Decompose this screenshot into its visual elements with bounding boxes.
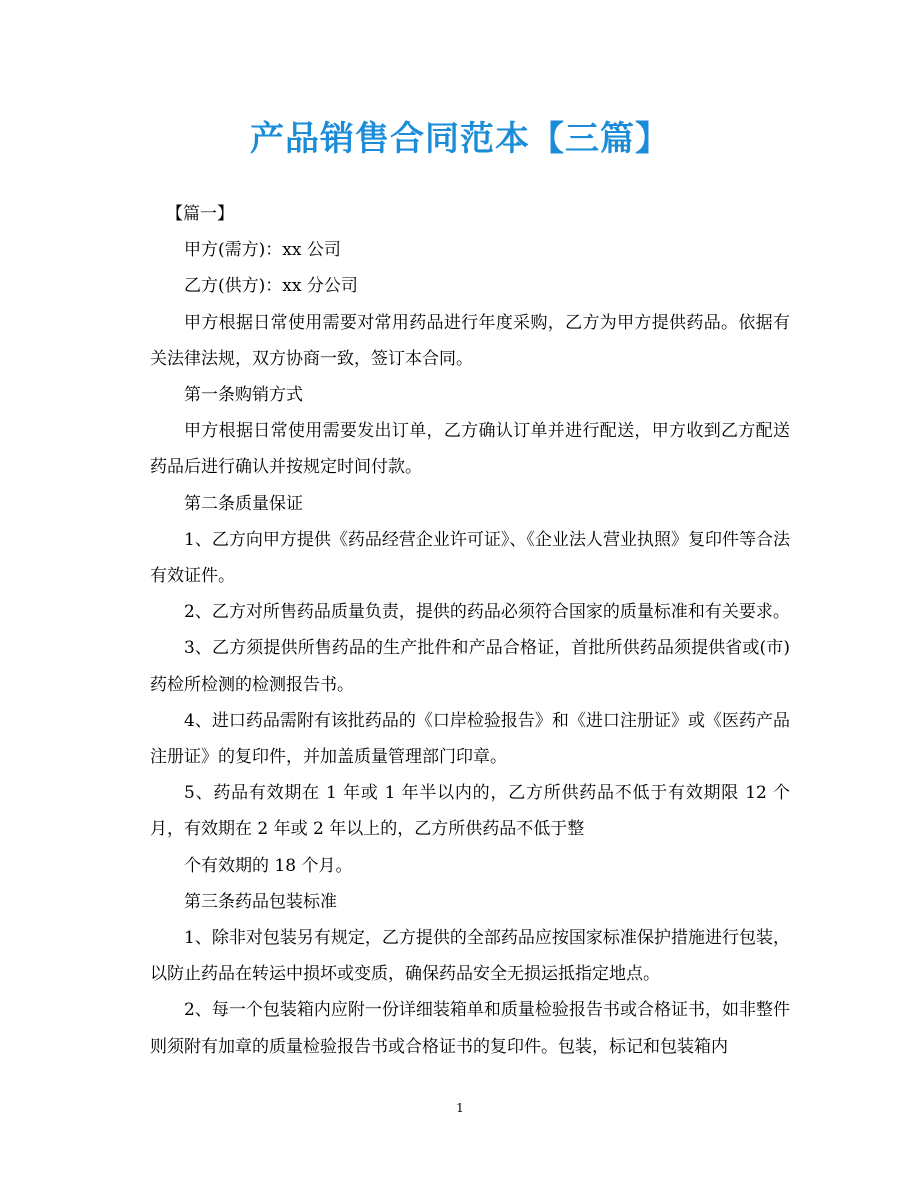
article-1-heading: 第一条购销方式 xyxy=(184,385,303,406)
article-3-clause-1: 1、除非对包装另有规定，乙方提供的全部药品应按国家标准保护措施进行包装，以防止药品在转运中损坏或变质，确保药品安全无损运抵指定地点。 xyxy=(150,928,790,985)
article-2-clause-1: 1、乙方向甲方提供《药品经营企业许可证》、《企业法人营业执照》复印件等合法有效证件。 xyxy=(150,529,790,587)
article-2-clause-2: 2、乙方对所售药品质量负责，提供的药品必须符合国家的质量标准和有关要求。 xyxy=(184,602,790,623)
section-heading-part-one: 【篇一】 xyxy=(166,204,234,224)
party-a-line: 甲方(需方)：xx 公司 xyxy=(184,240,341,261)
article-3-clause-2: 2、每一个包装箱内应附一份详细装箱单和质量检验报告书或合格证书，如非整件则须附有加章的质量检验报告书或合格证书的复印件。包装，标记和包装箱内 xyxy=(150,1000,790,1057)
article-2-clause-5: 5、药品有效期在 1 年或 1 年半以内的，乙方所供药品不低于有效期限 12 个月，有效期在 2 年或 2 年以上的，乙方所供药品不低于整 xyxy=(150,783,790,840)
article-2-clause-3: 3、乙方须提供所售药品的生产批件和产品合格证，首批所供药品须提供省或(市)药检所检测的检测报告书。 xyxy=(150,638,790,695)
preamble-paragraph: 甲方根据日常使用需要对常用药品进行年度采购，乙方为甲方提供药品。依据有关法律法规，双方协商一致，签订本合同。 xyxy=(150,312,790,369)
document-body xyxy=(150,196,790,1065)
page-number: 1 xyxy=(456,1101,464,1115)
document-title: 产品销售合同范本【三篇】 xyxy=(250,119,670,159)
party-b-line: 乙方(供方)：xx 分公司 xyxy=(184,276,358,297)
article-2-heading: 第二条质量保证 xyxy=(184,493,303,514)
article-3-heading: 第三条药品包装标准 xyxy=(184,891,337,912)
article-2-clause-4: 4、进口药品需附有该批药品的《口岸检验报告》和《进口注册证》或《医药产品注册证》的复印件，并加盖质量管理部门印章。 xyxy=(150,710,790,768)
article-1-paragraph: 甲方根据日常使用需要发出订单，乙方确认订单并进行配送，甲方收到乙方配送药品后进行确认并按规定时间付款。 xyxy=(150,421,790,478)
article-2-clause-5-continued: 个有效期的 18 个月。 xyxy=(184,855,353,876)
